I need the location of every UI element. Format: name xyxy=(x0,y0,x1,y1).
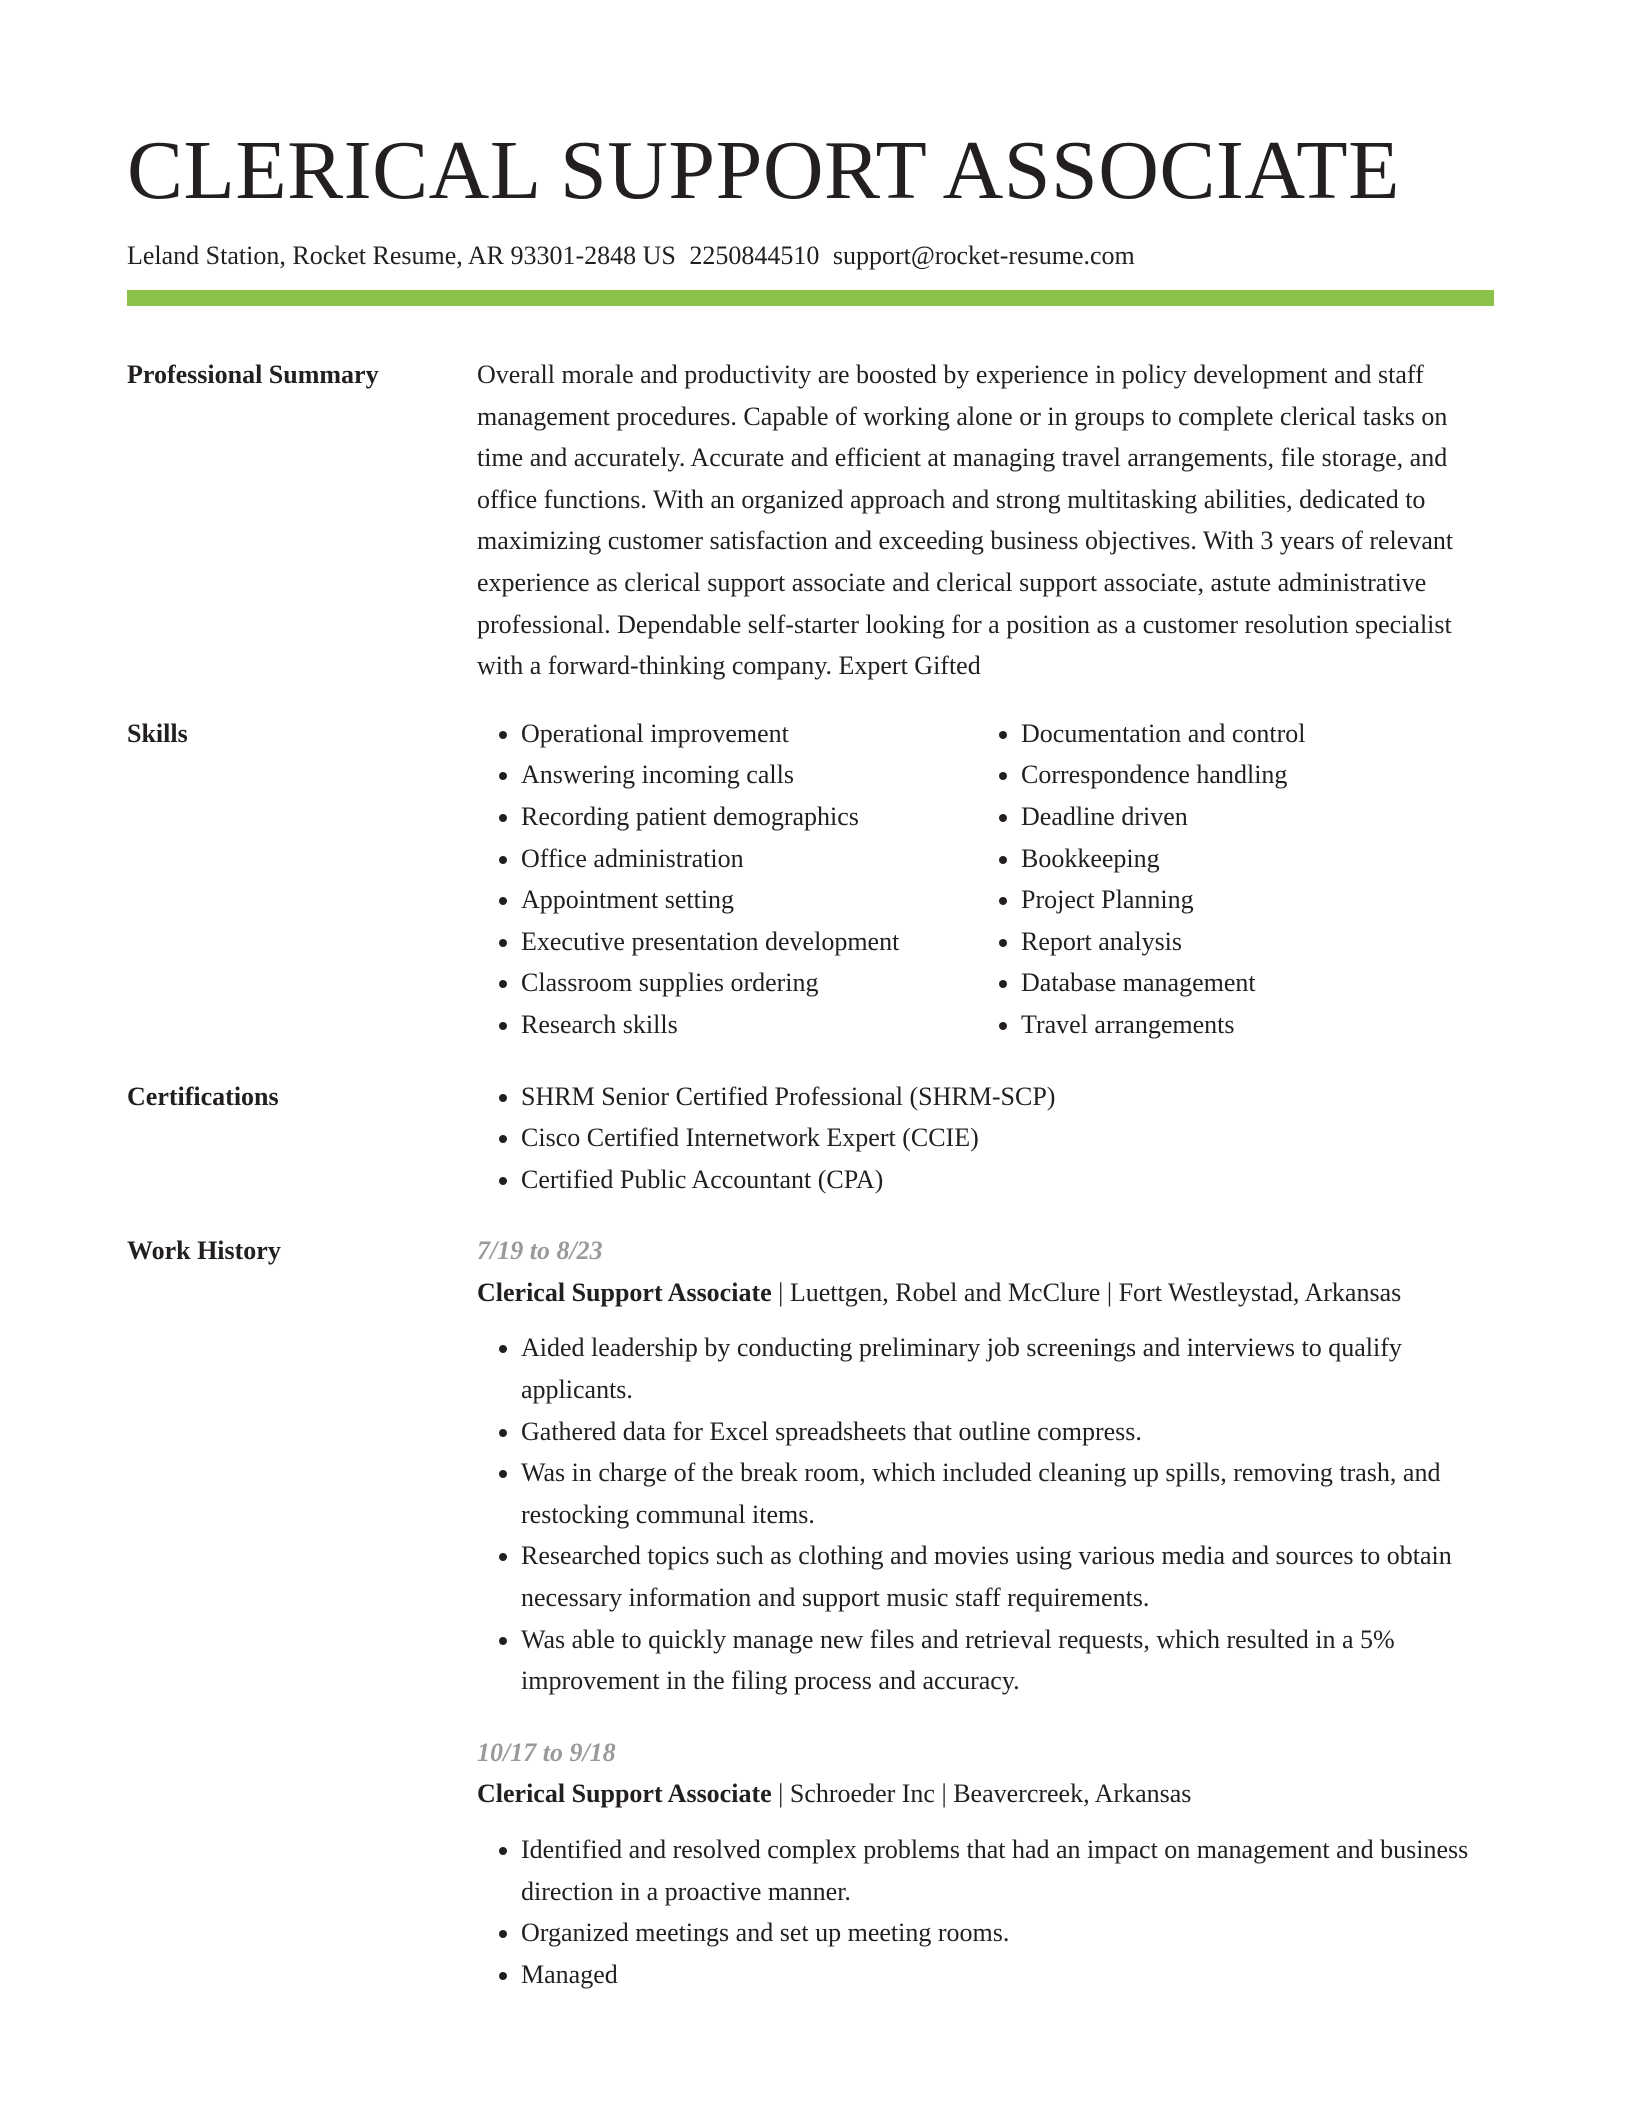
job-location: Beavercreek, Arkansas xyxy=(953,1779,1192,1809)
job-title: Clerical Support Associate xyxy=(477,1277,772,1307)
certifications-section-title: Certifications xyxy=(127,1081,279,1111)
job-dates: 10/17 to 9/18 xyxy=(477,1737,616,1767)
skill-item: • Operational improvement xyxy=(521,713,977,755)
header-accent-divider xyxy=(127,290,1494,306)
job-bullet: • Aided leadership by conducting preliminary job screenings and interviews to qualify applicants. xyxy=(521,1327,1494,1410)
contact-email[interactable]: support@rocket-resume.com xyxy=(832,241,1135,270)
skill-item: • Research skills xyxy=(521,1004,977,1046)
job-bullet: • Managed xyxy=(521,1954,1494,1996)
skill-item: • Correspondence handling xyxy=(1021,754,1521,796)
resume-name-heading: CLERICAL SUPPORT ASSOCIATE xyxy=(127,124,1400,217)
certifications-section xyxy=(127,1076,1494,1201)
contact-phone: 2250844510 xyxy=(689,241,820,270)
skill-item: • Report analysis xyxy=(1021,921,1521,963)
certifications-list xyxy=(477,1076,1494,1201)
certification-item: • Certified Public Accountant (CPA) xyxy=(521,1159,1494,1201)
skill-item: • Office administration xyxy=(521,838,977,880)
work-history-body xyxy=(477,1230,1494,1995)
work-history-section xyxy=(127,1230,1494,1995)
contact-address: Leland Station, Rocket Resume, AR 93301-2848 US xyxy=(127,241,676,270)
job-bullet: • Was able to quickly manage new files and retrieval requests, which resulted in a 5% improvement in the filing process and accuracy. xyxy=(521,1619,1494,1702)
job-separator: | xyxy=(941,1779,954,1809)
summary-body xyxy=(477,354,1494,687)
job-heading xyxy=(477,1773,1494,1815)
contact-line xyxy=(127,236,1494,276)
job-bullets xyxy=(477,1829,1494,1995)
job-heading xyxy=(477,1272,1494,1314)
skills-section xyxy=(127,713,1494,1046)
job-bullet: • Identified and resolved complex problems that had an impact on management and business direction in a proactive manner. xyxy=(521,1829,1494,1912)
skill-item: • Project Planning xyxy=(1021,879,1521,921)
job-separator: | xyxy=(1106,1277,1119,1307)
job-title: Clerical Support Associate xyxy=(477,1779,772,1809)
job-bullet: • Organized meetings and set up meeting rooms. xyxy=(521,1912,1494,1954)
skill-item: • Recording patient demographics xyxy=(521,796,977,838)
resume-page xyxy=(127,116,1494,1995)
job-entry xyxy=(477,1732,1494,1996)
skill-item: • Appointment setting xyxy=(521,879,977,921)
skill-item: • Executive presentation development xyxy=(521,921,977,963)
summary-section xyxy=(127,354,1494,687)
certification-item: • SHRM Senior Certified Professional (SHRM-SCP) xyxy=(521,1076,1494,1118)
skill-item: • Bookkeeping xyxy=(1021,838,1521,880)
summary-text: Overall morale and productivity are boosted by experience in policy development and staff management procedures. Capable of working alone or in groups to complete clerical tasks on time and accurately. Accurate and efficient at managing travel arrangements, file storage, and office functions. With an organized approach and strong multitasking abilities, dedicated to maximizing customer satisfaction and exceeding business objectives. With 3 years of relevant experience as clerical support associate and clerical support associate, astute administrative professional. Dependable self-starter looking for a position as a customer resolution specialist with a forward-thinking company. Expert Gifted xyxy=(477,360,1454,681)
job-company: Luettgen, Robel and McClure xyxy=(789,1277,1101,1307)
job-bullet: • Researched topics such as clothing and movies using various media and sources to obtain necessary information and support music staff requirements. xyxy=(521,1535,1494,1618)
job-bullet: • Was in charge of the break room, which included cleaning up spills, removing trash, and restocking communal items. xyxy=(521,1452,1494,1535)
job-bullets xyxy=(477,1327,1494,1701)
job-separator: | xyxy=(778,1779,790,1809)
job-company: Schroeder Inc xyxy=(789,1779,935,1809)
skill-item: • Travel arrangements xyxy=(1021,1004,1521,1046)
job-dates: 7/19 to 8/23 xyxy=(477,1236,603,1266)
skills-section-title: Skills xyxy=(127,718,188,748)
job-bullet: • Gathered data for Excel spreadsheets that outline compress. xyxy=(521,1411,1494,1453)
certification-item: • Cisco Certified Internetwork Expert (CCIE) xyxy=(521,1117,1494,1159)
skill-item: • Database management xyxy=(1021,962,1521,1004)
job-location: Fort Westleystad, Arkansas xyxy=(1118,1277,1402,1307)
summary-section-title: Professional Summary xyxy=(127,360,379,389)
certifications-body xyxy=(477,1076,1494,1201)
job-separator: | xyxy=(778,1277,790,1307)
skill-item: • Answering incoming calls xyxy=(521,754,977,796)
job-entry xyxy=(477,1230,1494,1702)
skills-list-left xyxy=(477,713,977,1046)
skills-list-right xyxy=(977,713,1521,1046)
skill-item: • Documentation and control xyxy=(1021,713,1521,755)
skills-body xyxy=(477,713,1521,1046)
work-history-section-title: Work History xyxy=(127,1236,281,1266)
skill-item: • Deadline driven xyxy=(1021,796,1521,838)
skill-item: • Classroom supplies ordering xyxy=(521,962,977,1004)
